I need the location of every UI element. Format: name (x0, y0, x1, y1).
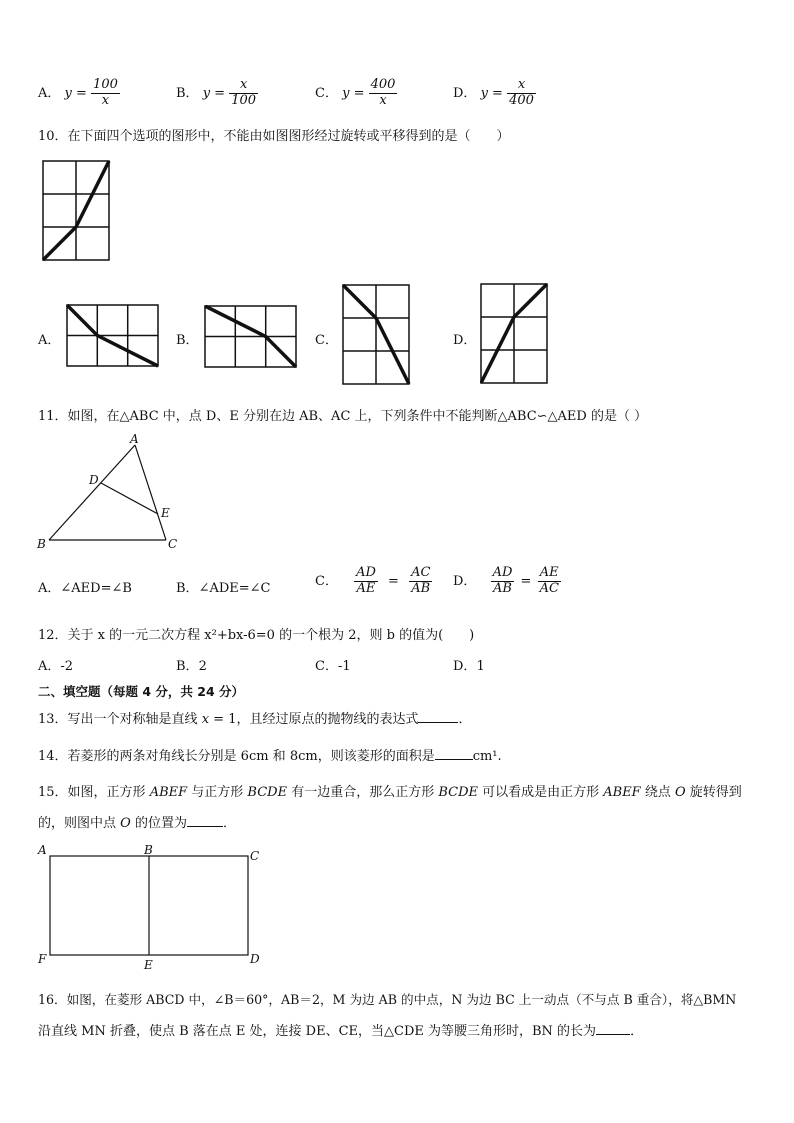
point-e-label: E (161, 506, 170, 520)
q14-text-post: cm¹. (472, 749, 502, 764)
point-c-label: C (168, 537, 178, 551)
q12-option-d (453, 655, 485, 674)
square-name: BCDE (247, 785, 288, 800)
option-label: B． (176, 659, 199, 674)
fraction (369, 78, 398, 109)
q13-text-pre: 13．写出一个对称轴是直线 (38, 712, 202, 727)
q11-option-b (176, 577, 271, 596)
q15-squares-figure (34, 840, 266, 972)
answer-blank[interactable] (596, 1022, 630, 1035)
option-label: C． (315, 85, 338, 101)
fraction (409, 566, 432, 597)
square-name: ABEF (603, 785, 641, 800)
q15-text: 有一边重合，那么正方形 (287, 785, 439, 800)
q14-text-pre: 14．若菱形的两条对角线长分别是 6cm 和 8cm，则该菱形的面积是 (38, 749, 435, 764)
q13-text-mid: = 1，且经过原点的抛物线的表达式 (209, 712, 419, 727)
q12-option-b (176, 655, 207, 674)
numerator: 400 (370, 77, 396, 92)
point-f-label: F (38, 952, 47, 966)
q12-text: 12．关于 x 的一元二次方程 x²+bx-6=0 的一个根为 2，则 b 的值为( ) (38, 628, 475, 643)
q13-text (38, 708, 471, 727)
q9-option-d (453, 78, 536, 109)
q11-option-c (315, 566, 432, 597)
fraction (229, 78, 258, 109)
q9-option-b (176, 78, 258, 109)
equals-sign: = (388, 573, 399, 589)
denominator: x (91, 93, 120, 109)
q10-option-c-figure (342, 284, 412, 386)
numerator: x (517, 77, 526, 92)
option-label: B． (176, 85, 199, 101)
q12-option-a (38, 655, 73, 674)
q10-option-b-label: B． (176, 333, 199, 348)
q15-line2 (38, 812, 236, 831)
q11-option-a (38, 577, 132, 596)
option-text: -2 (60, 659, 74, 674)
q15-text: 的位置为 (130, 816, 187, 831)
fraction (354, 566, 378, 597)
denominator: x (369, 93, 398, 109)
denominator: 400 (509, 92, 534, 108)
section-heading: 二、填空题（每题 4 分，共 24 分） (38, 684, 245, 699)
option-text: 1 (476, 659, 485, 674)
square-name: ABEF (149, 785, 188, 800)
q13-text-post: ． (458, 712, 472, 727)
option-text: -1 (337, 659, 351, 674)
q11-text: 11．如图，在△ABC 中，点 D、E 分别在边 AB、AC 上，下列条件中不能判断△ABC∽△AED 的是（ ） (38, 409, 648, 424)
numerator: AC (411, 565, 431, 580)
denominator: AB (491, 581, 515, 597)
q10-reference-figure (42, 160, 112, 262)
fraction (507, 78, 536, 109)
option-text: ∠ADE=∠C (198, 581, 271, 596)
q10-option-b-figure (204, 305, 298, 369)
numerator: x (239, 77, 248, 92)
answer-blank[interactable] (187, 814, 223, 827)
numerator: AD (356, 565, 376, 580)
fraction (91, 78, 120, 109)
q9-option-c (315, 78, 397, 109)
q15-line1 (38, 781, 742, 800)
point-o: O (120, 816, 131, 831)
denominator: AC (539, 580, 559, 596)
denominator: AE (354, 581, 378, 597)
equation-lhs: y = (342, 85, 365, 101)
q16-line2 (38, 1020, 643, 1039)
equation-lhs: y = (202, 85, 226, 101)
q12-option-c (315, 655, 351, 674)
q15-text: 的，则图中点 (38, 816, 121, 831)
answer-blank[interactable] (435, 747, 473, 760)
option-label: D． (453, 85, 477, 101)
q9-option-a (38, 78, 120, 109)
denominator: 100 (231, 92, 257, 108)
point-b-label: B (144, 843, 153, 857)
numerator: AD (492, 565, 513, 580)
q10-option-c-label: C． (315, 333, 338, 348)
option-text: 2 (198, 659, 207, 674)
option-text: ∠AED=∠B (60, 581, 132, 596)
option-label: D． (453, 573, 477, 589)
option-label: A． (38, 659, 61, 674)
option-label: C． (315, 573, 338, 589)
equals-sign: = (520, 573, 532, 589)
q10-option-d-figure (480, 283, 550, 385)
q15-text: 绕点 (640, 785, 675, 800)
q16-text: 沿直线 MN 折叠，使点 B 落在点 E 处，连接 DE、CE，当△CDE 为等腰三角形时，BN 的长为 (38, 1024, 597, 1039)
equation-lhs: y = (64, 85, 87, 101)
q15-text: 可以看成是由正方形 (477, 785, 604, 800)
q13-variable: x (201, 712, 210, 727)
point-d-label: D (89, 473, 99, 487)
q16-text: ． (630, 1024, 644, 1039)
option-label: B． (176, 581, 199, 596)
q14-text (38, 745, 502, 764)
point-c-label: C (250, 849, 260, 863)
point-o: O (674, 785, 686, 800)
q15-text: 与正方形 (187, 785, 248, 800)
q10-text: 10．在下面四个选项的图形中，不能由如图图形经过旋转或平移得到的是（ ） (38, 129, 510, 144)
option-label: A． (38, 85, 61, 101)
numerator: 100 (93, 77, 118, 92)
q15-text: ． (222, 816, 236, 831)
option-label: C． (315, 659, 338, 674)
denominator: AB (409, 581, 432, 597)
q10-option-a-figure (66, 304, 160, 368)
equation-lhs: y = (480, 85, 503, 101)
point-a-label: A (130, 432, 139, 446)
q16-line1: 16．如图，在菱形 ABCD 中，∠B＝60°，AB＝2，M 为边 AB 的中点，N 为边 BC 上一动点（不与点 B 重合），将△BMN (38, 992, 737, 1007)
numerator: AE (539, 565, 559, 580)
fraction (538, 566, 561, 597)
q15-text: 旋转得到 (685, 785, 742, 800)
q11-triangle-figure (34, 432, 184, 552)
option-label: A． (38, 581, 61, 596)
point-b-label: B (37, 537, 46, 551)
q10-option-d-label: D． (453, 333, 477, 348)
point-d-label: D (250, 952, 260, 966)
fraction (491, 566, 515, 597)
q10-option-a-label: A． (38, 333, 61, 348)
q15-text: 15．如图，正方形 (38, 785, 150, 800)
answer-blank[interactable] (418, 710, 458, 723)
square-name: BCDE (438, 785, 478, 800)
point-a-label: A (38, 843, 47, 857)
point-e-label: E (144, 958, 153, 972)
q11-option-d (453, 566, 561, 597)
option-label: D． (453, 659, 477, 674)
